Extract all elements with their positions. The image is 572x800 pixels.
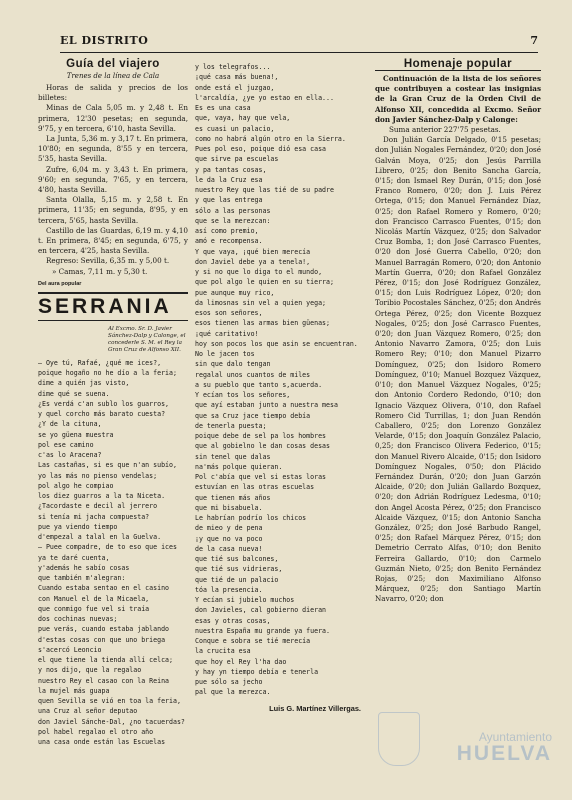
guia-paragraph: Regreso: Sevilla, 6,35 m. y 5,00 t. xyxy=(46,256,170,266)
guia-paragraph: Minas de Cala 5,05 m. y 2,48 t. En primera, 12'30 pesetas; en segunda, 9'75, y en tercera, 6'10, hasta Sevilla. xyxy=(38,103,188,133)
homenaje-list: Don Julián García Delgado, 0'15 pesetas; don Julián Nogales Fernández, 0'20; don José Galván Moya, 0'25; don Jesús Parrilla Librero, 0'25; don Benito Sancha García, 0'15; don Ismael Rey Durán, 0'15; don José Franco Romero, 0'20; don J. Luis Pérez Ortega, 0'15; don Manuel Fernández Díaz, 0'25; don Rafael Romero y Romero, 0'20; don Francisco Carrasco Fuentes, 0'15; don Nicolás Martín Vázquez, 0'25; don Salvador Cruz Bomba, 1; don José Carrasco Fuentes, 0'20 don José Guerra Cabello, 0'20; don Manuel Barragán Romero, 0'20; don Antonio Martín Guerra, 0'20; don Rafael González Pérez, 0'15; don José Rodríguez González, 0'15; don Luis Rodríguez López, 0'20; don Toribio Pocostales Sánchez, 0'25; don Andrés Ortega Pérez, 0'25; don Vicente Bozquez Nogales, 0'25; don José Carrasco Fuentes, 0'20; don Juan Vázquez Romero, 0'25; don Antonio Navarro Zamora, 0'25; don Luis Romero Rey; 0'10; don Manuel Pizarro Domínguez, 0'25; don Isidoro Romero Domínguez, 0'10; Manuel Bozquez Vázquez, 0'10; don Manuel Vázquez Nogales, 0'25; don Antonio Cordero Redondo, 0'10; don Ignacio Vázquez Olivera, 0'10, don Rafael Romero Cid Turrillas, 1; don Juan Rendón Caballero, 0'25; don Lorenzo González Velarde, 0'15; don Joaquín González Palacio, 0,25; don Francisco Olivera Federico, 0'15; don Manuel Rivero Alcaide, 0'15; don Isidoro Domínguez Nogales, 0'50; don Plácido Fernández Durán, 0'20; don Juan Garzón Alcaide, 0'20; don Julián Gallardo Bozquez, 0'20; don Adrián Rodríguez Ledesma, 0'10; don Angel Acosta Pérez, 0'25; don Francisco Alcaide Vázquez, 0'15; don Antonio Sancha González, 0'25; don José Barbudo Rangel, 0'25; don Rafael Márquez Pérez, 0'15; don Demetrio Cerrato Alfas, 0'10; don Benito Ferreira Gallardo, 0'10; don Carmelo Guzmán Nieto, 0'25; don Benito Fernández Rojas, 0'25; don Maximiliano Alfonso Márquez, 0'25; don Santiago Martín Navarro, 0'20; don xyxy=(375,135,541,604)
seal-stamp xyxy=(378,712,420,766)
page-number: 7 xyxy=(530,34,538,47)
serrania-dedication: Al Excmo. Sr. D. Javier Sánchez-Dalp y Calonge, el concederle S. M. el Rey la Gran Cruz de Alfonso XII. xyxy=(108,325,186,353)
poem-part-one: — Oye tú, Rafaé, ¿qué me ices?, poique hogaño no he dío a la feria; dime a quién jas visto, dime qué se suena. ¿Es verdá c'an sublo los guarros, y quel corcho más barato cuesta? ¿Y de la cituna, se yo güena muestra pol ese camino c'as lo Aracena? Las castañas, si es que n'an subío, yo las más no pienso vendelas; pol algo he compiao los diez guarros a la ta Niceta. ¿Tacordaste e decil al jerrero si tenía mi jacha compuesta? pue ya viendo tiempo d'empezal a talal en la Guelva. — Puee compadre, de to eso que ices ya te daré cuenta, y'además he sabío cosas que también m'alegran: Cuando estaba sentao en el casino con Manuel el de la Micaela, que conmigo fue vel si traía dos cochinas nuevas; pue verás, cuando estaba jablando d'estas cosas con que uno briega s'acercó Leoncio el que tiene la tienda allí celca; y nos dijo, que la regalao nuestro Rey el casao con la Reina la mujel más guapa quen Sevilla se vió en toa la feria, una Cruz al señor deputao don Javiel Sánche-Dal, ¿no tacuerdas? pol habel regalao el otro año una casa onde están las Escuelas xyxy=(38,358,185,747)
guia-paragraph: Castillo de las Guardas, 6,19 m. y 4,10 t. En primera, 8'45; en segunda, 6'75, y en tercera, 4'25, hasta Sevilla. xyxy=(38,225,188,256)
guia-paragraph: Horas de salida y precios de los billetes: xyxy=(38,83,188,103)
archive-watermark xyxy=(440,730,552,770)
watermark-line1: Ayuntamiento xyxy=(478,730,552,744)
homenaje-summary: Suma anterior 227'75 pesetas. xyxy=(389,125,501,135)
homenaje-intro: Continuación de la lista de los señores que contribuyen a costear las insignias de la Gran Cruz de la Orden Civil de Alfonso XII, concedida al Excmo. Señor don Javier Sánchez-Dalp y Calonge: xyxy=(375,74,541,124)
watermark-line2: HUELVA xyxy=(456,742,552,765)
guia-paragraph: Santa Olalla, 5,15 m. y 2,58 t. En primera, 11'35; en segunda, 8'95, y en tercera, 5'65, hasta Sevilla. xyxy=(38,195,188,225)
serrania-title: SERRANIA xyxy=(38,292,188,321)
guia-heading: Guía del viajero xyxy=(66,58,160,70)
serrania-kicker: Del aura popular xyxy=(38,280,82,287)
guia-paragraph: Zufre, 6,04 m. y 3,43 t. En primera, 9'60; en segunda, 7'65, y en tercera, 4'80, hasta Sevilla. xyxy=(38,164,188,195)
guia-timetable xyxy=(38,83,188,277)
guia-paragraph: La Junta, 5,36 m. y 3,17 t. En primera, 10'80; en segunda, 8'55 y en tercera, 5'35, hasta Sevilla. xyxy=(38,134,188,164)
newspaper-title: EL DISTRITO xyxy=(60,34,149,47)
column-left xyxy=(38,58,188,747)
column-right xyxy=(375,58,541,605)
homenaje-heading: Homenaje popular xyxy=(375,58,541,71)
page-header xyxy=(60,34,538,53)
poem-part-two: y los telegrafos... ¡qué casa más buena!, onde está el juzgao, l'arcaldía, ¿ye yo estao en ella... Es es una casa que, vaya, hay que vela, es cuasi un palacio, como no habrá algún otro en la Sierra. Pues pol eso, poique dió esa casa que sirve pa escuelas y pa tantas cosas, le da la Cruz esa nuestro Rey que las tié de su padre y que las entrega sólo a las personas que se la merezcan: así como premio, amó e recompensa. Y que vaya, ¡qué bien merecía don Javiel debe ya a tenela!, y si no que lo diga to el mundo, que pol algo le quien en su tierra; pue aunque muy rico, da limosnas sin vel a quien yega; esos son señores, esos tienen las armas bien güenas; ¡qué caritativo! hoy son pocos los que asin se encuentran. No le jacen tos sin que dalo tengan regalal unos cuantos de miles a su pueblo que tanto s,acuerda. Y ecían tos los señores, que ayí estaban junto a nuestra mesa que sa Cruz jace tiempo debía de tenerla puesta; poique debe de sel pa los hombres que al gobielno le dan cosas desas sin tenel que dalas na'más polque quieran. Pol c'abía que vel si estas loras estuvían en las otras escuelas que tienen más años que mi bisabuela. Le habrían podrío los chicos de mieo y de pena ¡y que no va poco de la casa nueva! que tié sus balcones, que tié sus vidrieras, que tié de un palacio tóa la presencia. Y ecían si jubielo muchos don Javieles, cal gobierno dieran esas y otras cosas, nuestra España mu grande ya fuera. Conque e sobra se tié merecía la crucita esa que hoy el Rey l'ha dao y hay yn tiempo debía e tenerla pue sólo sa jecho pal que la merezca. xyxy=(195,63,358,697)
poem-author: Luis G. Martínez Villergas. xyxy=(269,703,361,713)
guia-subheading: Trenes de la línea de Cala xyxy=(66,72,160,80)
guia-paragraph: » Camas, 7,11 m. y 5,30 t. xyxy=(52,266,148,276)
homenaje-intro-block xyxy=(375,74,541,135)
column-middle xyxy=(195,62,367,713)
homenaje-list-block xyxy=(375,135,541,604)
